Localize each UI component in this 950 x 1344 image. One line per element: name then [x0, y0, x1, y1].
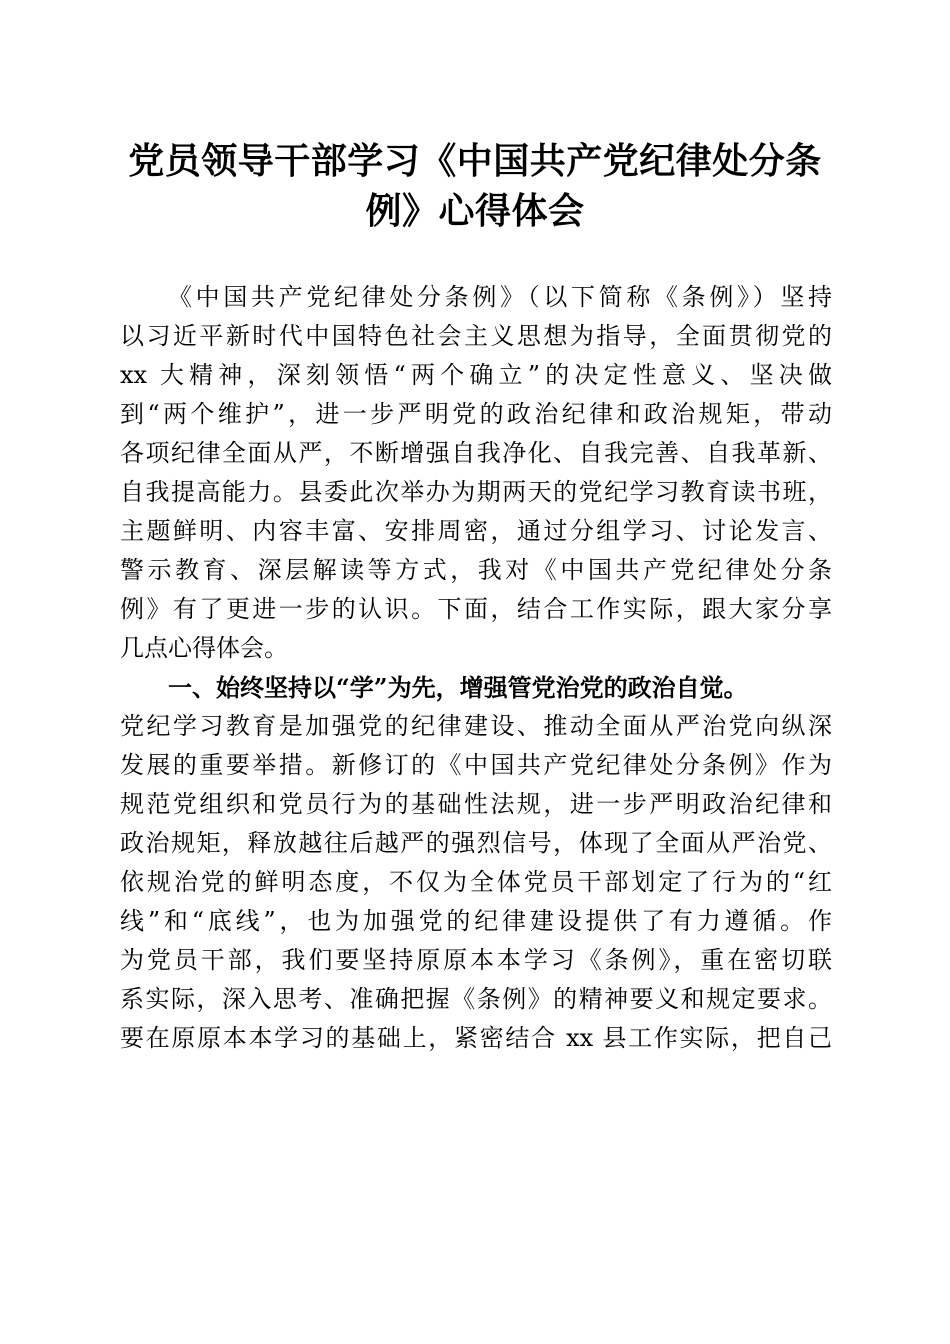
- paragraph-intro: [120, 278, 832, 668]
- document-title: [100, 136, 850, 236]
- section-heading: 一、始终坚持以“学”为先，增强管党治党的政治自觉。: [168, 673, 748, 702]
- text-line: 警示教育、深层解读等方式，我对《中国共产党纪律处分条: [120, 556, 832, 584]
- text-line: 几点心得体会。: [120, 634, 288, 662]
- text-line: 以习近平新时代中国特色社会主义思想为指导，全面贯彻党的: [120, 322, 832, 350]
- text-line: 政治规矩，释放越往后越严的强烈信号，体现了全面从严治党、: [120, 829, 832, 857]
- text-line: 要在原原本本学习的基础上，紧密结合 xx 县工作实际，把自己: [120, 1024, 832, 1052]
- text-line: 《中国共产党纪律处分条例》（以下简称《条例》）坚持: [168, 283, 832, 311]
- text-line: xx 大精神，深刻领悟“两个确立”的决定性意义、坚决做: [120, 361, 832, 389]
- text-line: 自我提高能力。县委此次举办为期两天的党纪学习教育读书班，: [120, 478, 832, 506]
- paragraph-section-1: [120, 707, 832, 1058]
- text-line: 各项纪律全面从严，不断增强自我净化、自我完善、自我革新、: [120, 439, 832, 467]
- text-line: 线”和“底线”，也为加强党的纪律建设提供了有力遵循。作: [120, 907, 832, 935]
- text-line: 规范党组织和党员行为的基础性法规，进一步严明政治纪律和: [120, 790, 832, 818]
- title-line: 例》心得体会: [365, 190, 585, 232]
- text-line: 党纪学习教育是加强党的纪律建设、推动全面从严治党向纵深: [120, 712, 832, 740]
- text-line: 主题鲜明、内容丰富、安排周密，通过分组学习、讨论发言、: [120, 517, 832, 545]
- text-line: 例》有了更进一步的认识。下面，结合工作实际，跟大家分享: [120, 595, 832, 623]
- text-line: 依规治党的鲜明态度，不仅为全体党员干部划定了行为的“红: [120, 868, 832, 896]
- title-line: 党员领导干部学习《中国共产党纪律处分条: [128, 140, 822, 182]
- text-line: 为党员干部，我们要坚持原原本本学习《条例》，重在密切联: [120, 946, 832, 974]
- document-body: [120, 278, 832, 1058]
- text-line: 到“两个维护”，进一步严明党的政治纪律和政治规矩，带动: [120, 400, 832, 428]
- text-line: 系实际，深入思考、准确把握《条例》的精神要义和规定要求。: [120, 985, 832, 1013]
- text-line: 发展的重要举措。新修订的《中国共产党纪律处分条例》作为: [120, 751, 832, 779]
